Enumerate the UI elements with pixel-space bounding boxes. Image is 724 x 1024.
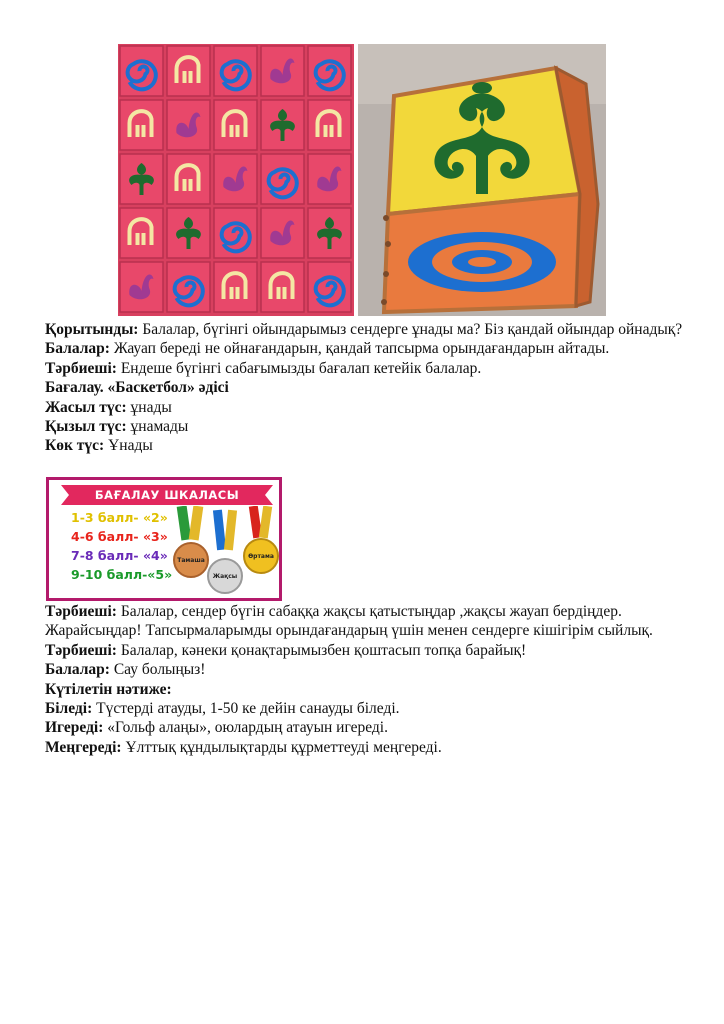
medal-label: Жақсы [212, 573, 238, 580]
speaker-label: Қорытынды: [45, 321, 139, 338]
speaker-label: Тәрбиеші: [45, 359, 117, 377]
text-block-top [45, 320, 695, 456]
outcome-label: Меңгереді: [45, 738, 122, 756]
paragraph [45, 436, 695, 455]
paragraph-text: Жауап береді не ойнағандарын, қандай тапсырма орындағандарын айтады. [109, 340, 610, 358]
medals [171, 506, 281, 598]
paragraph [45, 699, 695, 718]
paragraph-text: Сау болыңыз! [109, 661, 206, 679]
speaker-label: Тәрбиеші: [45, 603, 117, 620]
paragraph [45, 339, 695, 358]
paragraph [45, 417, 695, 436]
paragraph-text: Түстерді атауды, 1-50 ке дейін санауды біледі. [92, 700, 400, 718]
paragraph-text: Ұнады [104, 437, 153, 455]
paragraph [45, 738, 695, 757]
paragraph-text: ұнамады [126, 418, 189, 436]
color-label: Жасыл түс: [45, 398, 127, 416]
game-board-photo [118, 44, 354, 316]
color-label: Көк түс: [45, 437, 105, 455]
medal-label: Тамаша [177, 557, 205, 564]
scale-row: 7-8 балл- «4» [71, 548, 168, 563]
paragraph-text: Ендеше бүгінгі сабағымызды бағалап кетейік балалар. [116, 359, 482, 377]
paragraph [45, 602, 695, 641]
paragraph-text: Балалар, кәнеки қонақтарымызбен қоштасып топқа барайық! [116, 641, 527, 659]
scale-row: 4-6 балл- «3» [71, 529, 168, 544]
medal-label: Өртама [248, 553, 274, 560]
paragraph [45, 398, 695, 417]
speaker-label: Балалар: [45, 340, 110, 358]
paragraph [45, 320, 695, 339]
scale-title: БАҒАЛАУ ШКАЛАСЫ [94, 488, 240, 502]
color-label: Қызыл түс: [45, 418, 127, 436]
paragraph-text: «Гольф алаңы», оюлардың атауын игереді. [103, 719, 388, 737]
section-heading: Күтілетін нәтиже: [45, 680, 172, 698]
paragraph [45, 680, 695, 699]
text-block-bottom [45, 602, 695, 757]
paragraph-text: Ұлттық құндылықтарды құрметтеуді меңгереді. [121, 738, 442, 756]
speaker-label: Тәрбиеші: [45, 641, 117, 659]
speaker-label: Балалар: [45, 661, 110, 679]
paragraph-text: ұнады [126, 398, 172, 416]
paragraph [45, 378, 695, 397]
outcome-label: Біледі: [45, 700, 93, 718]
scale-row: 1-3 балл- «2» [71, 510, 168, 525]
outcome-label: Игереді: [45, 719, 104, 737]
paragraph-text: Балалар, сендер бүгін сабаққа жақсы қатыстыңдар ,жақсы жауап бердіңдер. Жарайсыңдар! Тапсырмаларымды орындағандарың үшін менен сендерге кішігірім сыйлық. [45, 603, 653, 640]
paragraph [45, 718, 695, 737]
paragraph [45, 660, 695, 679]
paragraph [45, 359, 695, 378]
paragraph-text: Балалар, бүгінгі ойындарымыз сендерге ұнады ма? Біз қандай ойындар ойнадық? [138, 321, 683, 338]
section-heading: Бағалау. «Баскетбол» әдісі [45, 379, 229, 397]
assessment-scale-image [46, 477, 282, 601]
photo-strip [118, 44, 606, 316]
paragraph [45, 641, 695, 660]
cube-photo [358, 44, 606, 316]
scale-row: 9-10 балл-«5» [71, 567, 173, 582]
